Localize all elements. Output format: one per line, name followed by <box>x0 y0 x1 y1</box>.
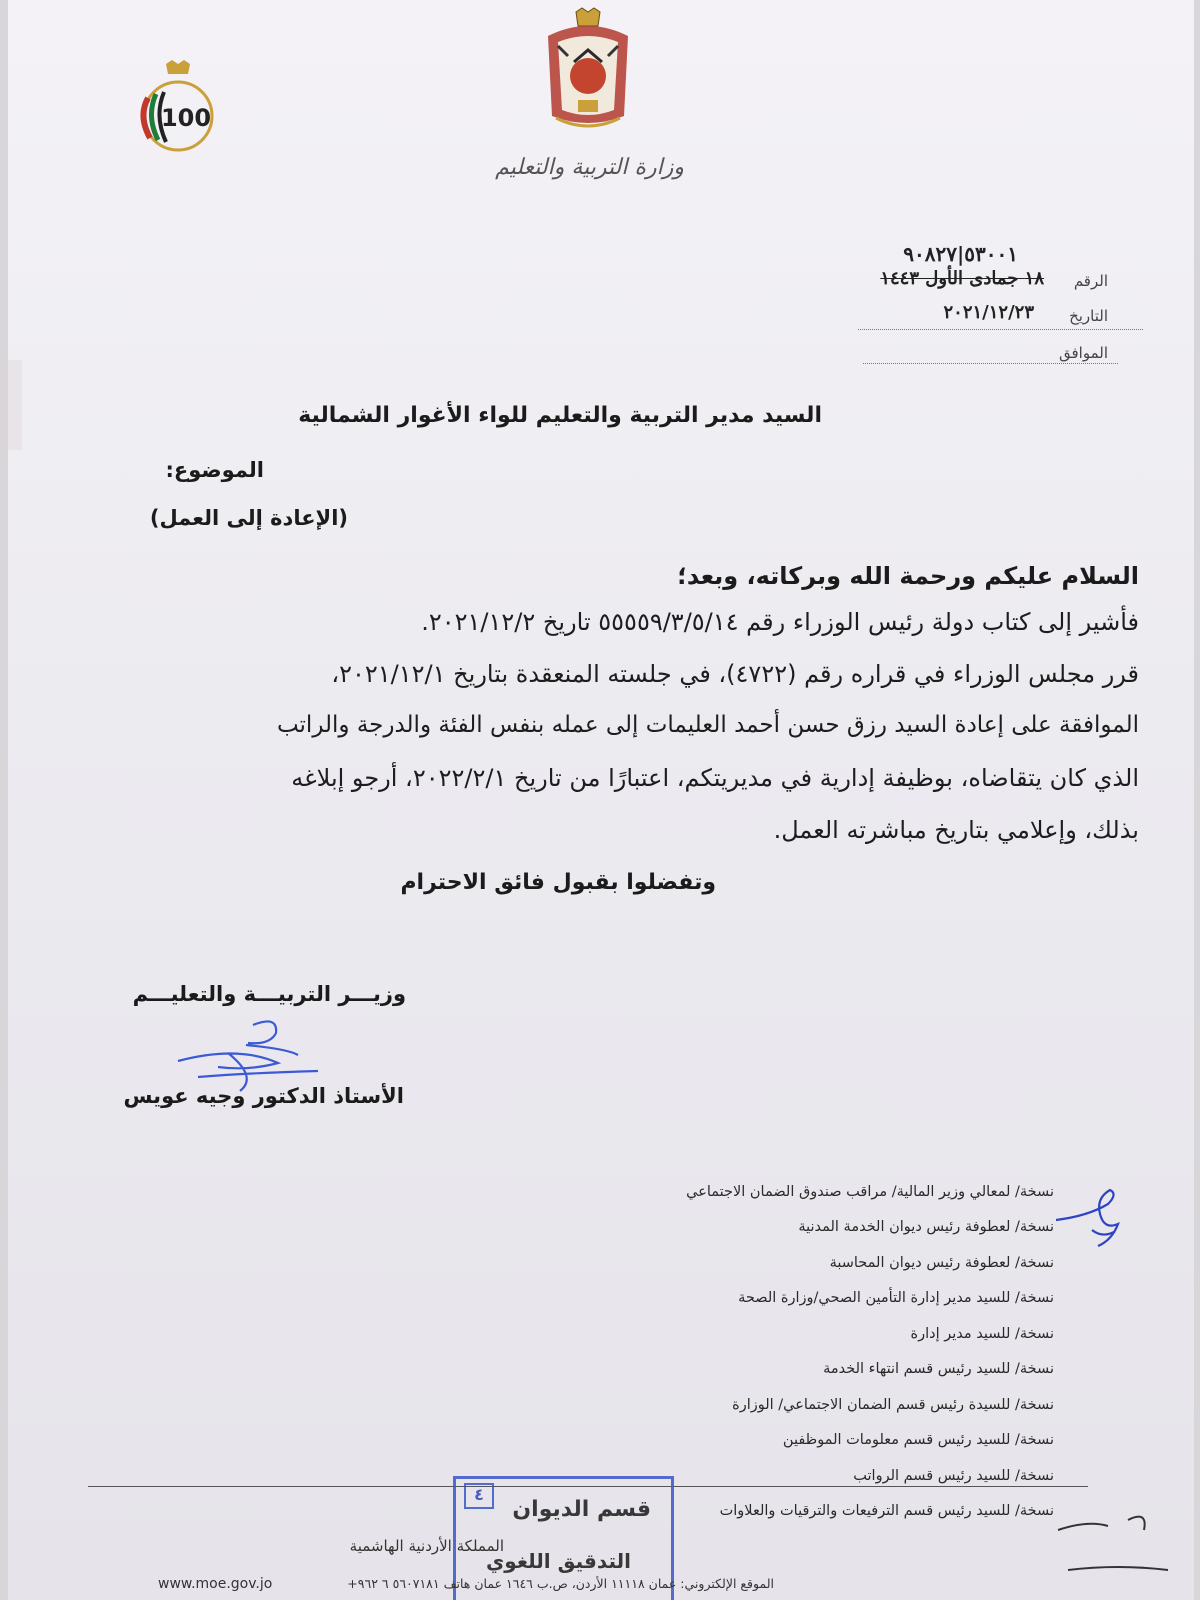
copy-recipient: نسخة/ للسيد رئيس قسم انتهاء الخدمة <box>823 1361 1054 1377</box>
adjacent-page-edge <box>8 360 22 450</box>
hijri-date: ١٨ جمادى الأول ١٤٤٣ <box>880 268 1044 289</box>
date-dotted-line <box>858 328 1143 330</box>
copy-recipient: نسخة/ للسيد مدير إدارة التأمين الصحي/وزارة الصحة <box>738 1290 1054 1306</box>
number-label: الرقم <box>1073 272 1108 290</box>
copy-recipient: نسخة/ للسيد رئيس قسم معلومات الموظفين <box>782 1432 1054 1448</box>
corner-handwriting-icon <box>1048 1500 1188 1600</box>
signatory-title: وزيـــر التربيـــة والتعليـــم <box>132 982 406 1006</box>
copy-recipient: نسخة/ لعطوفة رئيس ديوان الخدمة المدنية <box>798 1219 1054 1235</box>
footer-address: المملكة الأردنية الهاشمية <box>349 1537 504 1555</box>
centennial-logo-icon <box>128 58 228 158</box>
stamp-line-1: قسم الديوان <box>512 1497 651 1522</box>
corresponding-dotted-line <box>863 362 1118 364</box>
date-label: التاريخ <box>1069 307 1108 325</box>
copy-recipient: نسخة/ للسيد مدير إدارة <box>910 1326 1054 1342</box>
corresponding-label: الموافق <box>1058 344 1108 362</box>
copy-recipient: نسخة/ لعطوفة رئيس ديوان المحاسبة <box>829 1255 1054 1271</box>
body-line: الموافقة على إعادة السيد رزق حسن أحمد العليمات إلى عمله بنفس الفئة والدرجة والراتب <box>276 712 1139 738</box>
body-line: بذلك، وإعلامي بتاريخ مباشرته العمل. <box>773 816 1139 844</box>
gregorian-date: ٢٠٢١/١٢/٢٣ <box>943 302 1034 323</box>
subject: (الإعادة إلى العمل) <box>149 506 348 530</box>
footer-contact: الموقع الإلكتروني: عمان ١١١١٨ الأردن، ص.ب ١٦٤٦ عمان هاتف ٥٦٠٧١٨١ ٦ ٩٦٢+ <box>347 1576 774 1591</box>
stamp-line-2: التدقيق اللغوي <box>485 1549 631 1573</box>
copy-recipient: نسخة/ للسيد رئيس قسم الترفيعات والترقيات والعلاوات <box>719 1503 1054 1519</box>
stamp-box-number: ٤ <box>464 1483 494 1509</box>
body-line: الذي كان يتقاضاه، بوظيفة إدارية في مديريتكم، اعتبارًا من تاريخ ٢٠٢٢/٢/١، أرجو إبلاغه <box>291 764 1139 792</box>
letter-page <box>8 0 1194 1600</box>
greeting: السلام عليكم ورحمة الله وبركاته، وبعد؛ <box>677 562 1139 590</box>
footer-website: www.moe.gov.jo <box>158 1576 273 1592</box>
body-line: فأشير إلى كتاب دولة رئيس الوزراء رقم ٥٥٥٥٩/٣/٥/١٤ تاريخ ٢٠٢١/١٢/٢. <box>421 608 1139 636</box>
subject-label: الموضوع: <box>165 458 264 482</box>
coat-of-arms-icon <box>538 6 638 136</box>
signatory-name: الأستاذ الدكتور وجيه عويس <box>123 1084 404 1108</box>
copy-recipient: نسخة/ لمعالي وزير المالية/ مراقب صندوق الضمان الاجتماعي <box>686 1184 1054 1200</box>
copy-recipient: نسخة/ للسيدة رئيس قسم الضمان الاجتماعي/ الوزارة <box>732 1397 1054 1413</box>
reference-number: ٥٣٠٠١|٩٠٨٢٧ <box>903 242 1018 266</box>
ministry-name: وزارة التربية والتعليم <box>495 155 684 180</box>
copy-recipient: نسخة/ للسيد رئيس قسم الرواتب <box>853 1468 1054 1484</box>
initials-mark-icon <box>1048 1180 1138 1260</box>
handwritten-signature-icon <box>158 1015 328 1095</box>
body-line: قرر مجلس الوزراء في قراره رقم (٤٧٢٢)، في جلسته المنعقدة بتاريخ ٢٠٢١/١٢/١، <box>331 660 1139 688</box>
closing: وتفضلوا بقبول فائق الاحترام <box>400 870 716 895</box>
addressee: السيد مدير التربية والتعليم للواء الأغوار الشمالية <box>298 403 822 428</box>
centennial-number: 100 <box>160 104 212 132</box>
